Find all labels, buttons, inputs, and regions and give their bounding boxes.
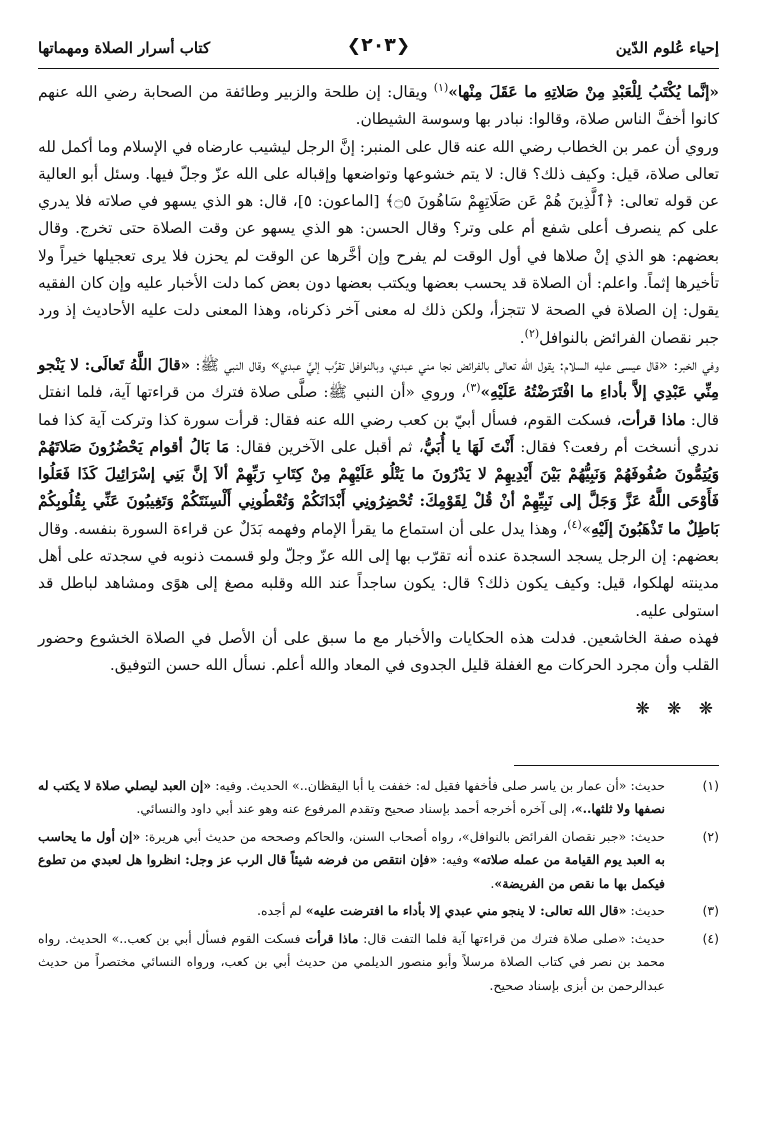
book-title: إحياء عُلوم الدّين	[615, 39, 719, 57]
page-header	[38, 28, 719, 69]
footnote-divider	[514, 765, 719, 766]
footnote-1: (١) حديث: «أن عمار بن ياسر صلى فأخفها فقيل له: خففت يا أبا اليقظان..» الحديث. وفيه: «إن العبد ليصلي صلاة لا يكتب له نصفها ولا ثلثها..»، إلى آخره أخرجه أحمد بإسناد صحيح وتقدم المرفوع عنه وهو عند أبي داود والنسائي.	[38, 774, 719, 821]
footnote-number: (٤)	[702, 930, 719, 946]
footnotes	[38, 774, 719, 998]
footnote-4: (٤) حديث: «صلى صلاة فترك من قراءتها آية فلما التفت قال: ماذا قرأت فسكت القوم فسأل أبي بن كعب..» الحديث. رواه محمد بن نصر في كتاب الصلاة مرسلاً وأبو منصور الديلمي من حديث أبي بن كعب، ورواه النسائي مختصراً من حديث عبدالرحمن بن أبزى بإسناد صحيح.	[38, 927, 719, 998]
footnote-ref: (٢)	[524, 326, 540, 340]
section-separator-icon: ❋ ❋ ❋	[635, 698, 719, 719]
footnote-ref: (١)	[433, 80, 449, 94]
hadith-quote: «قالَ اللَّهُ تَعالَى: لا يَنْجو مِنِّي عَبْدِي إلاَّ بأداءِ ما افْتَرَضْتُهُ عَلَيْهِ»	[38, 355, 719, 402]
ornament-right-icon: ❮	[395, 36, 411, 56]
paragraph-1: «إنَّما يُكْتَبُ لِلْعَبْدِ مِنْ صَلاتِهِ ما عَقَلَ مِنْها»$^{(١)}$ ويقال: إن طلحة والزبير وطائفة من الصحابة رضي الله عنهم كانوا أخفَّ الناس صلاة، وقالوا: نبادر بها وسوسة الشيطان.	[38, 80, 719, 129]
footnote-2: (٢) حديث: «جبر نقصان الفرائض بالنوافل»، رواه أصحاب السنن، والحاكم وصححه من حديث أبي هريرة: «إن أول ما يحاسب به العبد يوم القيامة من عمله صلاته» وفيه: «فإن انتقص من فرضه شيئاً قال الرب عز وجل: انظروا هل لعبدي من تطوع فيكمل بها ما نقص من الفريضة».	[38, 825, 719, 896]
main-text	[38, 79, 719, 723]
ornament-left-icon: ❯	[346, 36, 362, 56]
footnote-number: (٣)	[702, 903, 719, 919]
chapter-title: كتاب أسرار الصلاة ومهماتها	[38, 39, 211, 57]
footnote-3: (٣) حديث: «قال الله تعالى: لا ينجو مني عبدي إلا بأداء ما افترضت عليه» لم أجده.	[38, 899, 719, 923]
hadith-quote: ماذا قرأت	[621, 410, 686, 429]
hadith-quote: مَا بَالُ أقوام يَحْضُرُونَ صَلاتَهُمْ وَيُتِمُّونَ صُفُوفَهُمْ وَنَبِيُّهُمْ بَيْنَ أَيْدِيهِمْ لا يَدْرُونَ ما يَتْلُو عَلَيْهِمْ مِنْ كِتَابِ رَبِّهِمْ ألاَ إنَّ بَنِي إسْرَائِيلَ كَذَا فَعَلُوا فَأَوْحَى اللَّهُ عَزَّ وَجَلَّ إلى نَبِيِّهِمْ أنْ قُلْ لِقَوْمِكَ: تُحْضِرُونِي أَبْدَانَكُمْ وَتُعْطُونِي أَلْسِنَتَكُمْ وَتَغِيبُونَ عَنِّي بِقُلُوبِكُمْ بَاطِلٌ ما تَذْهَبُونَ إلَيْهِ	[38, 437, 720, 538]
footnote-number: (١)	[702, 777, 719, 793]
footnote-ref: (٣)	[466, 381, 481, 395]
paragraph-3: وفي الخبر: «قال عيسى عليه السلام: يقول الله تعالى بالفرائض نجا مني عبدي، وبالنوافل تقرَّب إليَّ عبدي» وقال النبي ﷺ: «قالَ اللَّهُ تَعالَى: لا يَنْجو مِنِّي عَبْدِي إلاَّ بأداءِ ما افْتَرَضْتُهُ عَلَيْهِ»$^{(٣)}$، وروي «أن النبي ﷺ: صلَّى صلاة فترك من قراءتها آية، فلما انفتل قال: ماذا قرأت، فسكت القوم، فسأل أبيّ بن كعب رضي الله عنه فقال: قرأت سورة كذا وتركت آية كذا فما ندري أنسخت أم رفعت؟ فقال: أَنْتَ لَهَا يا أُبَيُّ، ثم أقبل على الآخرين فقال: مَا بَالُ أقوام يَحْضُرُونَ صَلاتَهُمْ وَيُتِمُّونَ صُفُوفَهُمْ وَنَبِيُّهُمْ بَيْنَ أَيْدِيهِمْ لا يَدْرُونَ ما يَتْلُو عَلَيْهِمْ مِنْ كِتَابِ رَبِّهِمْ ألاَ إنَّ بَنِي إسْرَائِيلَ كَذَا فَعَلُوا فَأَوْحَى اللَّهُ عَزَّ وَجَلَّ إلى نَبِيِّهِمْ أنْ قُلْ لِقَوْمِكَ: تُحْضِرُونِي أَبْدَانَكُمْ وَتُعْطُونِي أَلْسِنَتَكُمْ وَتَغِيبُونَ عَنِّي بِقُلُوبِكُمْ بَاطِلٌ ما تَذْهَبُونَ إلَيْهِ»$^{(٤)}$، وهذا يدل على أن استماع ما يقرأ الإمام وفهمه بَدَلٌ عن قراءة السورة بنفسه. وقال بعضهم: إن الرجل يسجد السجدة عنده أنه تقرّب بها إلى الله عزّ وجلّ ولو قسمت ذنوبه في سجدته على أهل مدينته لهلكوا، قيل: وكيف يكون ذلك؟ قال: يكون ساجداً عند الله وقلبه مصغ إلى هوًى ومشاهد لباطل قد استولى عليه.	[38, 355, 720, 620]
paragraph-2: وروي أن عمر بن الخطاب رضي الله عنه قال على المنبر: إنَّ الرجل ليشيب عارضاه في الإسلام وما أكمل لله تعالى صلاة، قيل: وكيف ذلك؟ قال: لا يتم خشوعها وتواضعها وإقباله على الله عزّ وجلّ فيها. وسئل أبو العالية عن قوله تعالى: ﴿ٱلَّذِينَ هُمْ عَن صَلَاتِهِمْ سَاهُونَ ۝٥﴾ [الماعون: ٥]، قال: هو الذي يسهو في صلاته فلا يدري على كم ينصرف أعلى شفع أم على وتر؟ وقال الحسن: هو الذي يسهو عن وقت الصلاة حتى تخرج. وقال بعضهم: هو الذي إنْ صلاها في أول الوقت لم يفرح وإن أخَّرها عن الوقت لم يحزن فلا يرى تعجيلها خيراً ولا تأخيرها إثماً. واعلم: أن الصلاة قد يحسب بعضها ويكتب بعضها دون بعض كما دلت الأخبار عليه وإن كان الفقيه يقول: إن الصلاة في الصحة لا تتجزأ، ولكن ذلك له معنى آخر ذكرناه، وهذا المعنى دلت عليه الأحاديث إذ ورد جبر نقصان الفرائض بالنوافل$^{(٢)}$.	[38, 137, 719, 347]
paragraph-4: فهذه صفة الخاشعين. فدلت هذه الحكايات والأخبار مع ما سبق على أن الأصل في الصلاة الخشوع وحضور القلب وأن مجرد الحركات مع الغفلة قليل الجدوى في المعاد والله أعلم. نسأل الله حسن التوفيق.	[38, 628, 719, 675]
footnote-number: (٢)	[702, 828, 719, 844]
footnote-ref: (٤)	[567, 517, 582, 531]
hadith-quote: أَنْتَ لَهَا يا أُبَيُّ	[423, 437, 514, 456]
page-number: ❮٢٠٣❯	[346, 34, 411, 56]
hadith-quote: «إنَّما يُكْتَبُ لِلْعَبْدِ مِنْ صَلاتِهِ ما عَقَلَ مِنْها»	[448, 83, 719, 101]
